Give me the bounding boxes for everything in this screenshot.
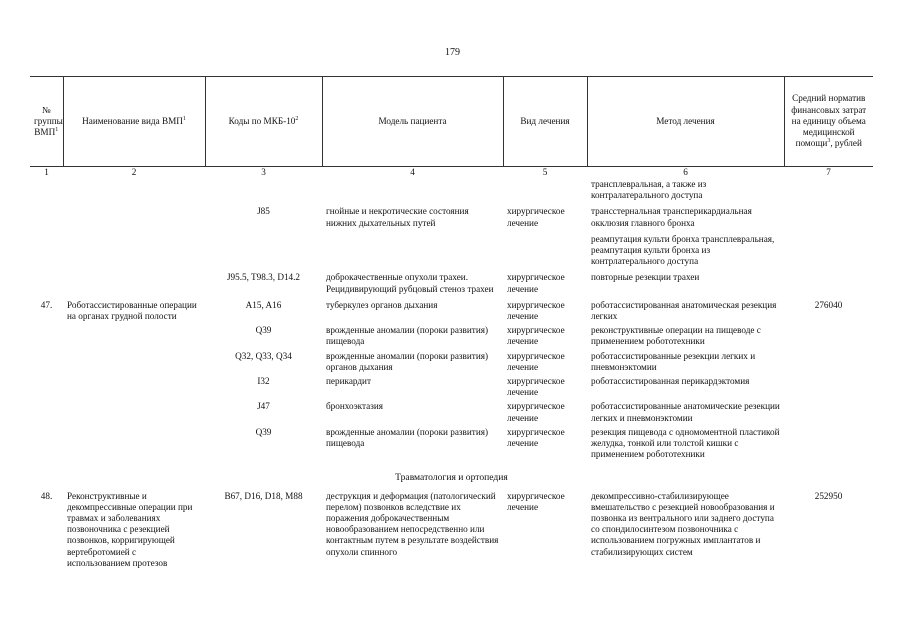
cell-cost bbox=[784, 348, 873, 373]
header-treatment-type: Вид лечения bbox=[503, 77, 587, 167]
section-row bbox=[30, 460, 873, 487]
cell-treatment-method: резекция пищевода с одномоментной пластикой желудка, тонкой или толстой кишки с применением робототехники bbox=[591, 426, 780, 460]
table-row bbox=[30, 201, 873, 228]
cell-patient-model: доброкачественные опухоли трахеи. Рецидивирующий рубцовый стеноз трахеи bbox=[326, 272, 494, 294]
cell-treatment-type: хирургическое лечение bbox=[507, 350, 565, 372]
cell-group-no bbox=[30, 398, 63, 423]
cell-icd-codes: Q39 bbox=[255, 426, 272, 437]
cell-group-no bbox=[30, 201, 63, 228]
cell-icd-codes: I32 bbox=[257, 376, 270, 387]
cell-group-no bbox=[30, 267, 63, 294]
table-row bbox=[30, 229, 873, 268]
cell-patient-model: врожденные аномалии (пороки развития) пищевода bbox=[326, 426, 489, 449]
cell-icd-codes: A15, A16 bbox=[245, 299, 282, 310]
cell-vmp-name bbox=[63, 348, 205, 373]
table-row bbox=[30, 179, 873, 201]
cell-treatment-method: роботассистированная анатомическая резекция легких bbox=[591, 299, 777, 322]
cell-vmp-name bbox=[63, 179, 205, 201]
page-number: 179 bbox=[445, 47, 460, 58]
header-treatment-method: Метод лечения bbox=[587, 77, 784, 167]
cell-group-no bbox=[30, 229, 63, 268]
cell-group-no: 48. bbox=[40, 490, 53, 501]
cell-patient-model: перикардит bbox=[326, 376, 371, 387]
cell-patient-model: врожденные аномалии (пороки развития) органов дыхания bbox=[326, 350, 489, 372]
cell-treatment-type: хирургическое лечение bbox=[507, 299, 565, 322]
cell-icd-codes: Q32, Q33, Q34 bbox=[235, 350, 292, 361]
cell-cost bbox=[784, 267, 873, 294]
cell-treatment-method: трансплевральная, а также из контралатерального доступа bbox=[591, 179, 707, 201]
cell-icd-codes bbox=[205, 179, 322, 201]
cell-treatment-type bbox=[503, 179, 587, 201]
cell-vmp-name bbox=[63, 424, 205, 461]
column-number: 4 bbox=[410, 167, 415, 177]
cell-cost bbox=[784, 229, 873, 268]
cell-cost bbox=[784, 373, 873, 398]
cell-patient-model: деструкция и деформация (патологический перелом) позвонков вследствие их поражения доброкачественным новообразованием непосредственно или контактным путем в результате воздействия опухоли спинного bbox=[326, 490, 499, 557]
cell-vmp-name bbox=[63, 229, 205, 268]
cell-vmp-name bbox=[63, 201, 205, 228]
cell-cost bbox=[784, 398, 873, 423]
cell-icd-codes: J85 bbox=[257, 206, 270, 217]
cell-treatment-type: хирургическое лечение bbox=[507, 325, 565, 347]
cell-vmp-name bbox=[63, 267, 205, 294]
cell-group-no bbox=[30, 179, 63, 201]
cell-vmp-name bbox=[63, 373, 205, 398]
cell-treatment-type: хирургическое лечение bbox=[507, 401, 565, 423]
cell-treatment-type: хирургическое лечение bbox=[507, 426, 565, 449]
cell-icd-codes: B67, D16, D18, M88 bbox=[224, 490, 303, 501]
cell-patient-model bbox=[322, 179, 503, 201]
vmp-table bbox=[30, 76, 873, 569]
cell-cost bbox=[784, 424, 873, 461]
cell-group-no bbox=[30, 373, 63, 398]
cell-treatment-method: реампутация культи бронха трансплевральная, реампутация культи бронха из контрлатерального доступа bbox=[591, 233, 775, 267]
cell-patient-model: бронхоэктазия bbox=[326, 401, 383, 412]
cell-treatment-type: хирургическое лечение bbox=[507, 376, 565, 398]
table-row bbox=[30, 424, 873, 461]
header-vmp-name: Наименование вида ВМП$^1$ bbox=[63, 77, 205, 167]
column-number: 7 bbox=[826, 167, 831, 177]
cell-patient-model: туберкулез органов дыхания bbox=[326, 299, 438, 310]
cell-cost bbox=[784, 201, 873, 228]
header-icd-codes: Коды по МКБ-$10^2$ bbox=[205, 77, 322, 167]
table-row bbox=[30, 348, 873, 373]
table-header-row bbox=[30, 77, 873, 167]
cell-patient-model: гнойные и некротические состояния нижних дыхательных путей bbox=[326, 206, 469, 228]
cell-treatment-type: хирургическое лечение bbox=[507, 206, 565, 228]
column-number: 3 bbox=[261, 167, 266, 177]
cell-group-no bbox=[30, 424, 63, 461]
cell-vmp-name: Роботассистированные операции на органах грудной полости bbox=[67, 299, 197, 322]
cell-cost bbox=[784, 179, 873, 201]
trauma-section bbox=[30, 460, 873, 569]
cell-treatment-type: хирургическое лечение bbox=[507, 272, 565, 294]
column-number-row bbox=[30, 167, 873, 180]
table-body bbox=[30, 179, 873, 460]
cell-cost: 252950 bbox=[814, 490, 843, 501]
cell-group-no bbox=[30, 322, 63, 347]
cell-vmp-name bbox=[63, 322, 205, 347]
table-row bbox=[30, 267, 873, 294]
cell-vmp-name bbox=[63, 398, 205, 423]
table-row bbox=[30, 488, 873, 569]
cell-treatment-method: декомпрессивно-стабилизирующее вмешательство с резекцией новообразования и позвонка из вентрального или заднего доступа со спондилосинтезом позвоночника с использованием погружных имплантатов и стабилизирующих систем bbox=[591, 490, 775, 557]
cell-treatment-method: повторные резекции трахеи bbox=[591, 272, 700, 283]
cell-group-no bbox=[30, 348, 63, 373]
cell-icd-codes bbox=[205, 229, 322, 268]
cell-group-no: 47. bbox=[40, 299, 53, 310]
cell-cost: 276040 bbox=[814, 299, 843, 310]
column-number: 5 bbox=[542, 167, 548, 177]
cell-treatment-method: роботассистированные анатомические резекции легких и пневмонэктомии bbox=[591, 401, 780, 423]
cell-cost bbox=[784, 322, 873, 347]
cell-icd-codes: J47 bbox=[257, 401, 270, 412]
cell-treatment-type bbox=[503, 229, 587, 268]
header-patient-model: Модель пациента bbox=[322, 77, 503, 167]
column-number: 1 bbox=[44, 167, 49, 177]
cell-treatment-method: реконструктивные операции на пищеводе с применением робототехники bbox=[591, 325, 761, 347]
table-row bbox=[30, 295, 873, 322]
cell-patient-model: врожденные аномалии (пороки развития) пищевода bbox=[326, 325, 489, 347]
table-row bbox=[30, 398, 873, 423]
cell-treatment-method: роботассистированная перикардэктомия bbox=[591, 376, 750, 387]
table-row bbox=[30, 322, 873, 347]
header-group-no: № группы ВМП$^1$ bbox=[30, 77, 63, 167]
section-title: Травматология и ортопедия bbox=[395, 472, 508, 484]
cell-treatment-method: трансстернальная трансперикардиальная окклюзия главного бронха bbox=[591, 206, 752, 228]
column-number: 6 bbox=[683, 167, 688, 177]
cell-patient-model bbox=[322, 229, 503, 268]
header-cost-norm: Средний норматив финансовых затрат на единицу объема медицинской помощи$^3$, рублей bbox=[784, 77, 873, 167]
table-row bbox=[30, 373, 873, 398]
cell-treatment-type: хирургическое лечение bbox=[507, 490, 565, 512]
column-number: 2 bbox=[131, 167, 137, 177]
cell-icd-codes: Q39 bbox=[255, 325, 272, 336]
cell-vmp-name: Реконструктивные и декомпрессивные операции при травмах и заболеваниях позвоночника с резекцией позвонков, корригирующей вертебротомией с использованием протезов bbox=[67, 490, 193, 568]
cell-treatment-method: роботассистированные резекции легких и пневмонэктомии bbox=[591, 350, 756, 372]
cell-icd-codes: J95.5, T98.3, D14.2 bbox=[226, 272, 301, 283]
